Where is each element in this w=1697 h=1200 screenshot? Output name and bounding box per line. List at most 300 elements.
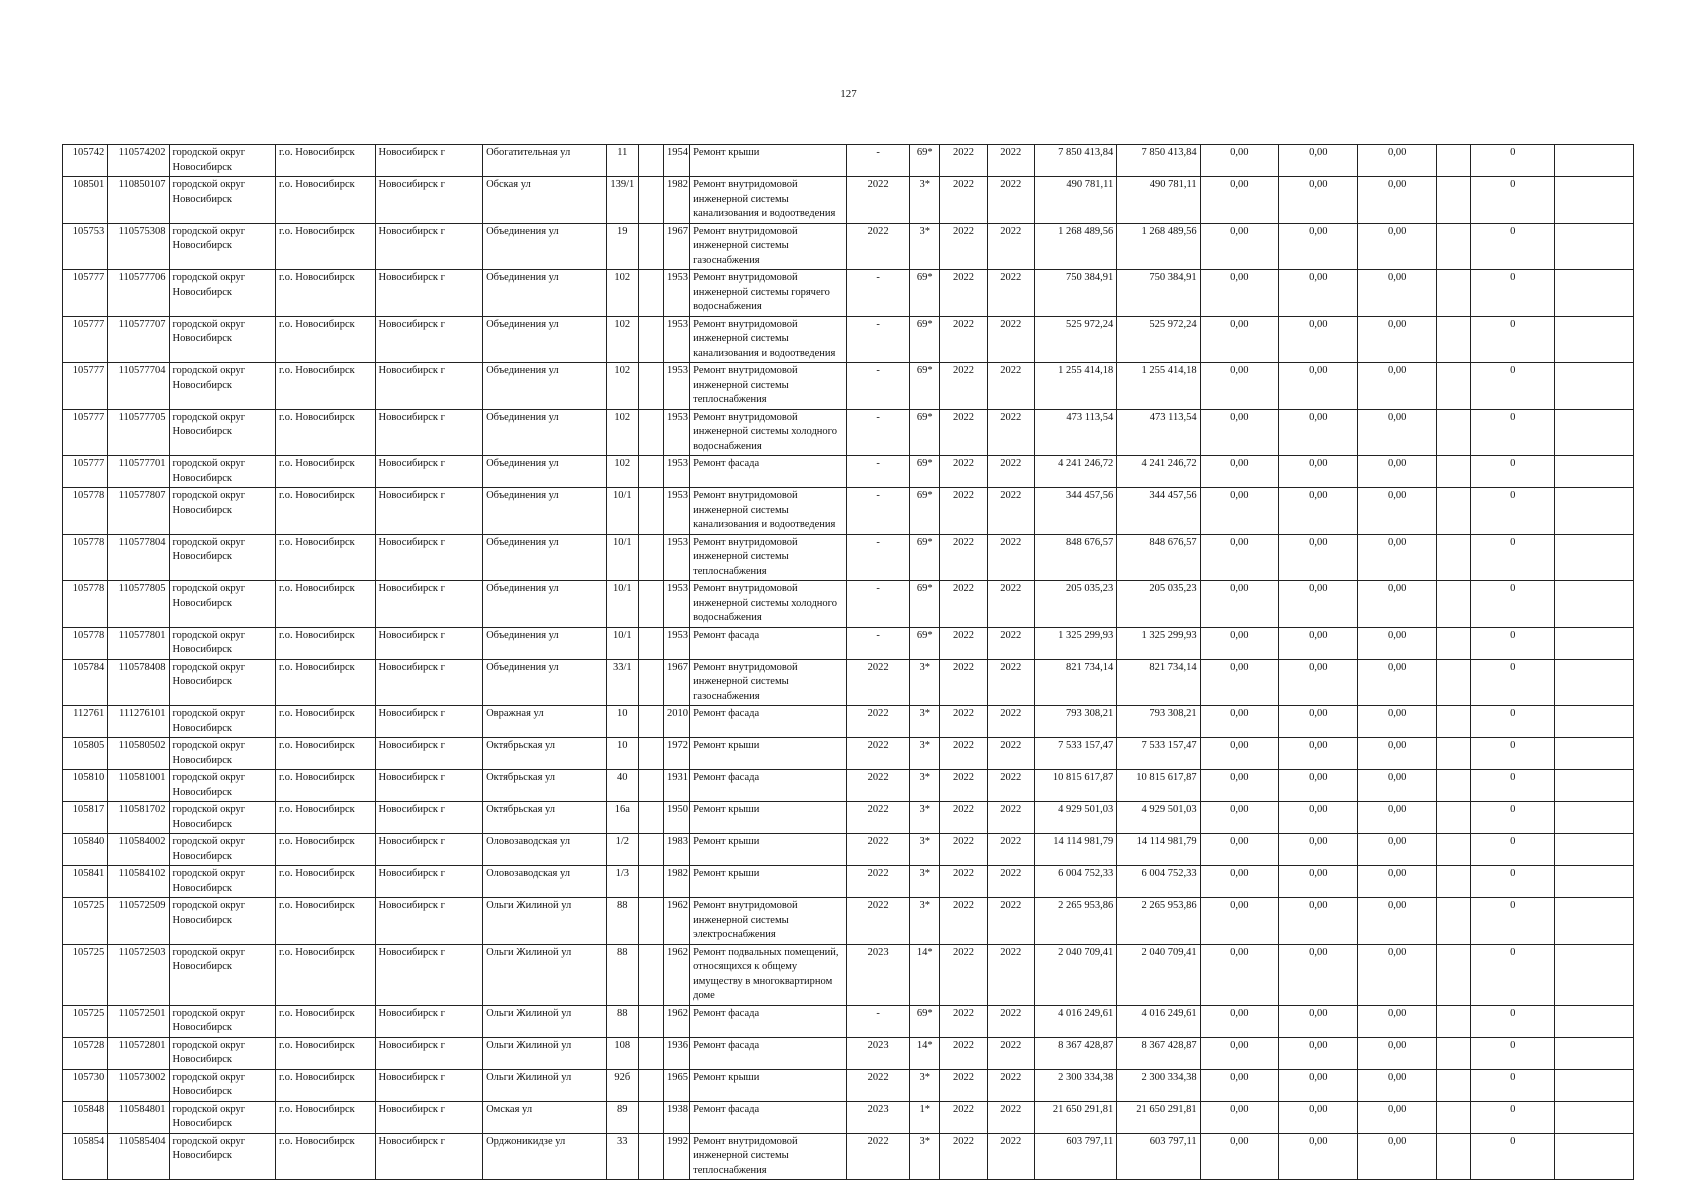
- cell-regional-funds: 0,00: [1279, 1037, 1358, 1069]
- cell-federal-funds: 0,00: [1200, 488, 1278, 535]
- cell-house-number: 88: [606, 1005, 638, 1037]
- cell-local-funds: 0,00: [1358, 944, 1436, 1005]
- cell-planned-year: -: [846, 145, 909, 177]
- cell-build-year: 1950: [664, 802, 690, 834]
- cell-owners-count: 0: [1471, 1101, 1555, 1133]
- cell-note: [1555, 944, 1634, 1005]
- cell-build-year: 1983: [664, 834, 690, 866]
- cell-municipality: городской округ Новосибирск: [169, 944, 276, 1005]
- cell-house-number: 40: [606, 770, 638, 802]
- cell-work-type: Ремонт внутридомовой инженерной системы канализования и водоотведения: [690, 316, 847, 363]
- cell-work-type: Ремонт крыши: [690, 834, 847, 866]
- cell-criterion: 69*: [910, 534, 940, 581]
- cell-work-type: Ремонт внутридомовой инженерной системы газоснабжения: [690, 659, 847, 706]
- cell-settlement: Новосибирск г: [375, 363, 483, 410]
- cell-owner-funds: [1436, 898, 1470, 945]
- cell-planned-year: -: [846, 534, 909, 581]
- cell-house-number: 108: [606, 1037, 638, 1069]
- table-row: [63, 627, 1634, 659]
- cell-owner-funds: [1436, 534, 1470, 581]
- cell-note: [1555, 834, 1634, 866]
- cell-build-year: 1954: [664, 145, 690, 177]
- cell-district: г.о. Новосибирск: [276, 802, 376, 834]
- cell-criterion: 69*: [910, 145, 940, 177]
- cell-criterion: 14*: [910, 1037, 940, 1069]
- cell-street: Октябрьская ул: [483, 770, 607, 802]
- cell-local-funds: 0,00: [1358, 1101, 1436, 1133]
- cell-local-funds: 0,00: [1358, 1133, 1436, 1180]
- cell-federal-funds: 0,00: [1200, 1037, 1278, 1069]
- cell-owners-count: 0: [1471, 627, 1555, 659]
- cell-owner-funds: [1436, 1101, 1470, 1133]
- cell-end-year: 2022: [987, 738, 1034, 770]
- cell-federal-funds: 0,00: [1200, 866, 1278, 898]
- cell-build-year: 1962: [664, 898, 690, 945]
- cell-build-year: 1953: [664, 456, 690, 488]
- table-row: [63, 706, 1634, 738]
- table-row: [63, 770, 1634, 802]
- cell-total-cost: 7 533 157,47: [1034, 738, 1116, 770]
- cell-house-number: 10/1: [606, 488, 638, 535]
- cell-object-code: 110577707: [108, 316, 169, 363]
- cell-total-cost: 490 781,11: [1034, 177, 1116, 224]
- cell-house-number: 19: [606, 223, 638, 270]
- cell-municipality: городской округ Новосибирск: [169, 456, 276, 488]
- cell-build-year: 1962: [664, 1005, 690, 1037]
- cell-building: [638, 534, 663, 581]
- cell-work-type: Ремонт фасада: [690, 456, 847, 488]
- cell-regional-funds: 0,00: [1279, 1069, 1358, 1101]
- cell-start-year: 2022: [940, 581, 987, 628]
- cell-note: [1555, 1005, 1634, 1037]
- cell-local-funds: 0,00: [1358, 866, 1436, 898]
- cell-object-code: 110577706: [108, 270, 169, 317]
- cell-district: г.о. Новосибирск: [276, 456, 376, 488]
- cell-local-funds: 0,00: [1358, 223, 1436, 270]
- cell-end-year: 2022: [987, 534, 1034, 581]
- cell-building: [638, 834, 663, 866]
- cell-house-id: 105854: [63, 1133, 108, 1180]
- cell-federal-funds: 0,00: [1200, 898, 1278, 945]
- cell-object-code: 110584102: [108, 866, 169, 898]
- cell-planned-year: -: [846, 409, 909, 456]
- cell-note: [1555, 738, 1634, 770]
- cell-street: Ольги Жилиной ул: [483, 898, 607, 945]
- cell-building: [638, 866, 663, 898]
- cell-municipality: городской округ Новосибирск: [169, 581, 276, 628]
- cell-work-type: Ремонт крыши: [690, 802, 847, 834]
- cell-planned-year: -: [846, 456, 909, 488]
- cell-end-year: 2022: [987, 223, 1034, 270]
- cell-district: г.о. Новосибирск: [276, 581, 376, 628]
- cell-settlement: Новосибирск г: [375, 770, 483, 802]
- cell-district: г.о. Новосибирск: [276, 706, 376, 738]
- cell-building: [638, 456, 663, 488]
- cell-start-year: 2022: [940, 1069, 987, 1101]
- cell-owners-count: 0: [1471, 145, 1555, 177]
- cell-owner-funds: [1436, 944, 1470, 1005]
- cell-settlement: Новосибирск г: [375, 834, 483, 866]
- cell-settlement: Новосибирск г: [375, 488, 483, 535]
- cell-end-year: 2022: [987, 456, 1034, 488]
- cell-planned-year: 2022: [846, 659, 909, 706]
- cell-fund-cost: 4 241 246,72: [1117, 456, 1200, 488]
- cell-municipality: городской округ Новосибирск: [169, 802, 276, 834]
- cell-local-funds: 0,00: [1358, 488, 1436, 535]
- cell-owner-funds: [1436, 1069, 1470, 1101]
- cell-work-type: Ремонт фасада: [690, 1101, 847, 1133]
- cell-regional-funds: 0,00: [1279, 770, 1358, 802]
- cell-house-id: 105725: [63, 944, 108, 1005]
- cell-regional-funds: 0,00: [1279, 409, 1358, 456]
- cell-owners-count: 0: [1471, 866, 1555, 898]
- cell-owner-funds: [1436, 456, 1470, 488]
- cell-building: [638, 802, 663, 834]
- cell-note: [1555, 659, 1634, 706]
- cell-work-type: Ремонт крыши: [690, 738, 847, 770]
- cell-settlement: Новосибирск г: [375, 1133, 483, 1180]
- cell-building: [638, 706, 663, 738]
- cell-building: [638, 1069, 663, 1101]
- cell-total-cost: 6 004 752,33: [1034, 866, 1116, 898]
- cell-end-year: 2022: [987, 834, 1034, 866]
- cell-municipality: городской округ Новосибирск: [169, 223, 276, 270]
- cell-building: [638, 1005, 663, 1037]
- cell-street: Октябрьская ул: [483, 738, 607, 770]
- cell-owner-funds: [1436, 409, 1470, 456]
- cell-fund-cost: 344 457,56: [1117, 488, 1200, 535]
- cell-fund-cost: 473 113,54: [1117, 409, 1200, 456]
- cell-end-year: 2022: [987, 488, 1034, 535]
- cell-start-year: 2022: [940, 834, 987, 866]
- cell-regional-funds: 0,00: [1279, 145, 1358, 177]
- cell-district: г.о. Новосибирск: [276, 409, 376, 456]
- cell-house-number: 10: [606, 738, 638, 770]
- cell-district: г.о. Новосибирск: [276, 270, 376, 317]
- cell-criterion: 3*: [910, 898, 940, 945]
- cell-note: [1555, 177, 1634, 224]
- cell-building: [638, 770, 663, 802]
- cell-start-year: 2022: [940, 409, 987, 456]
- table-row: [63, 834, 1634, 866]
- cell-owner-funds: [1436, 866, 1470, 898]
- cell-owners-count: 0: [1471, 944, 1555, 1005]
- cell-fund-cost: 205 035,23: [1117, 581, 1200, 628]
- cell-note: [1555, 627, 1634, 659]
- cell-federal-funds: 0,00: [1200, 770, 1278, 802]
- cell-settlement: Новосибирск г: [375, 456, 483, 488]
- cell-district: г.о. Новосибирск: [276, 223, 376, 270]
- cell-total-cost: 1 255 414,18: [1034, 363, 1116, 410]
- cell-owners-count: 0: [1471, 363, 1555, 410]
- cell-note: [1555, 488, 1634, 535]
- cell-owner-funds: [1436, 706, 1470, 738]
- cell-street: Объединения ул: [483, 316, 607, 363]
- cell-house-number: 102: [606, 363, 638, 410]
- cell-local-funds: 0,00: [1358, 706, 1436, 738]
- cell-district: г.о. Новосибирск: [276, 1069, 376, 1101]
- table-row: [63, 898, 1634, 945]
- cell-settlement: Новосибирск г: [375, 944, 483, 1005]
- cell-owner-funds: [1436, 581, 1470, 628]
- cell-municipality: городской округ Новосибирск: [169, 1133, 276, 1180]
- cell-end-year: 2022: [987, 177, 1034, 224]
- cell-federal-funds: 0,00: [1200, 581, 1278, 628]
- cell-planned-year: 2022: [846, 1133, 909, 1180]
- cell-owners-count: 0: [1471, 706, 1555, 738]
- cell-municipality: городской округ Новосибирск: [169, 1101, 276, 1133]
- cell-end-year: 2022: [987, 363, 1034, 410]
- cell-district: г.о. Новосибирск: [276, 488, 376, 535]
- cell-building: [638, 488, 663, 535]
- cell-street: Обская ул: [483, 177, 607, 224]
- cell-federal-funds: 0,00: [1200, 177, 1278, 224]
- cell-work-type: Ремонт фасада: [690, 1037, 847, 1069]
- cell-note: [1555, 802, 1634, 834]
- cell-end-year: 2022: [987, 866, 1034, 898]
- cell-work-type: Ремонт фасада: [690, 706, 847, 738]
- cell-building: [638, 177, 663, 224]
- cell-end-year: 2022: [987, 1005, 1034, 1037]
- cell-district: г.о. Новосибирск: [276, 627, 376, 659]
- cell-fund-cost: 2 265 953,86: [1117, 898, 1200, 945]
- cell-settlement: Новосибирск г: [375, 738, 483, 770]
- cell-object-code: 110578408: [108, 659, 169, 706]
- cell-note: [1555, 581, 1634, 628]
- cell-local-funds: 0,00: [1358, 316, 1436, 363]
- table-row: [63, 177, 1634, 224]
- cell-regional-funds: 0,00: [1279, 581, 1358, 628]
- cell-total-cost: 2 265 953,86: [1034, 898, 1116, 945]
- cell-federal-funds: 0,00: [1200, 409, 1278, 456]
- cell-local-funds: 0,00: [1358, 581, 1436, 628]
- cell-planned-year: -: [846, 1005, 909, 1037]
- cell-owners-count: 0: [1471, 1133, 1555, 1180]
- cell-building: [638, 738, 663, 770]
- cell-owner-funds: [1436, 738, 1470, 770]
- cell-local-funds: 0,00: [1358, 1069, 1436, 1101]
- cell-owner-funds: [1436, 488, 1470, 535]
- cell-fund-cost: 8 367 428,87: [1117, 1037, 1200, 1069]
- cell-build-year: 1992: [664, 1133, 690, 1180]
- cell-house-id: 105784: [63, 659, 108, 706]
- cell-house-id: 108501: [63, 177, 108, 224]
- cell-note: [1555, 866, 1634, 898]
- cell-regional-funds: 0,00: [1279, 802, 1358, 834]
- cell-object-code: 110577807: [108, 488, 169, 535]
- cell-total-cost: 344 457,56: [1034, 488, 1116, 535]
- cell-street: Орджоникидзе ул: [483, 1133, 607, 1180]
- cell-planned-year: 2022: [846, 770, 909, 802]
- cell-federal-funds: 0,00: [1200, 944, 1278, 1005]
- cell-start-year: 2022: [940, 1133, 987, 1180]
- cell-object-code: 110577804: [108, 534, 169, 581]
- table-row: [63, 145, 1634, 177]
- cell-house-id: 105817: [63, 802, 108, 834]
- cell-federal-funds: 0,00: [1200, 1069, 1278, 1101]
- cell-municipality: городской округ Новосибирск: [169, 866, 276, 898]
- cell-total-cost: 525 972,24: [1034, 316, 1116, 363]
- cell-house-id: 105778: [63, 627, 108, 659]
- cell-street: Октябрьская ул: [483, 802, 607, 834]
- cell-district: г.о. Новосибирск: [276, 177, 376, 224]
- cell-total-cost: 1 325 299,93: [1034, 627, 1116, 659]
- cell-regional-funds: 0,00: [1279, 177, 1358, 224]
- cell-federal-funds: 0,00: [1200, 534, 1278, 581]
- cell-owner-funds: [1436, 659, 1470, 706]
- cell-work-type: Ремонт внутридомовой инженерной системы теплоснабжения: [690, 534, 847, 581]
- cell-planned-year: -: [846, 581, 909, 628]
- cell-fund-cost: 7 850 413,84: [1117, 145, 1200, 177]
- cell-street: Объединения ул: [483, 488, 607, 535]
- cell-settlement: Новосибирск г: [375, 706, 483, 738]
- cell-settlement: Новосибирск г: [375, 270, 483, 317]
- cell-regional-funds: 0,00: [1279, 488, 1358, 535]
- cell-house-number: 10/1: [606, 627, 638, 659]
- table-row: [63, 409, 1634, 456]
- cell-local-funds: 0,00: [1358, 145, 1436, 177]
- cell-start-year: 2022: [940, 627, 987, 659]
- cell-planned-year: 2022: [846, 834, 909, 866]
- cell-owners-count: 0: [1471, 270, 1555, 317]
- cell-district: г.о. Новосибирск: [276, 834, 376, 866]
- cell-street: Оловозаводская ул: [483, 866, 607, 898]
- cell-municipality: городской округ Новосибирск: [169, 706, 276, 738]
- cell-fund-cost: 821 734,14: [1117, 659, 1200, 706]
- cell-house-id: 105805: [63, 738, 108, 770]
- cell-settlement: Новосибирск г: [375, 866, 483, 898]
- cell-object-code: 110575308: [108, 223, 169, 270]
- cell-start-year: 2022: [940, 456, 987, 488]
- cell-owners-count: 0: [1471, 659, 1555, 706]
- cell-street: Объединения ул: [483, 456, 607, 488]
- cell-total-cost: 2 040 709,41: [1034, 944, 1116, 1005]
- cell-federal-funds: 0,00: [1200, 145, 1278, 177]
- table-row: [63, 581, 1634, 628]
- cell-federal-funds: 0,00: [1200, 270, 1278, 317]
- cell-federal-funds: 0,00: [1200, 1133, 1278, 1180]
- cell-note: [1555, 1133, 1634, 1180]
- cell-regional-funds: 0,00: [1279, 270, 1358, 317]
- cell-build-year: 1965: [664, 1069, 690, 1101]
- table-row: [63, 270, 1634, 317]
- cell-total-cost: 1 268 489,56: [1034, 223, 1116, 270]
- cell-note: [1555, 770, 1634, 802]
- cell-planned-year: 2023: [846, 1037, 909, 1069]
- cell-start-year: 2022: [940, 534, 987, 581]
- cell-settlement: Новосибирск г: [375, 1101, 483, 1133]
- table-row: [63, 944, 1634, 1005]
- cell-fund-cost: 2 300 334,38: [1117, 1069, 1200, 1101]
- cell-owners-count: 0: [1471, 738, 1555, 770]
- cell-work-type: Ремонт внутридомовой инженерной системы теплоснабжения: [690, 363, 847, 410]
- cell-fund-cost: 793 308,21: [1117, 706, 1200, 738]
- cell-building: [638, 659, 663, 706]
- cell-criterion: 3*: [910, 1133, 940, 1180]
- cell-end-year: 2022: [987, 770, 1034, 802]
- cell-municipality: городской округ Новосибирск: [169, 177, 276, 224]
- cell-local-funds: 0,00: [1358, 1037, 1436, 1069]
- cell-house-number: 102: [606, 456, 638, 488]
- cell-total-cost: 21 650 291,81: [1034, 1101, 1116, 1133]
- cell-building: [638, 1037, 663, 1069]
- cell-regional-funds: 0,00: [1279, 866, 1358, 898]
- cell-object-code: 110572509: [108, 898, 169, 945]
- cell-house-id: 105753: [63, 223, 108, 270]
- cell-note: [1555, 270, 1634, 317]
- cell-total-cost: 821 734,14: [1034, 659, 1116, 706]
- cell-street: Обогатительная ул: [483, 145, 607, 177]
- cell-local-funds: 0,00: [1358, 898, 1436, 945]
- table-row: [63, 1069, 1634, 1101]
- cell-house-number: 16а: [606, 802, 638, 834]
- cell-object-code: 110577801: [108, 627, 169, 659]
- cell-fund-cost: 525 972,24: [1117, 316, 1200, 363]
- cell-build-year: 1972: [664, 738, 690, 770]
- cell-planned-year: 2022: [846, 706, 909, 738]
- cell-settlement: Новосибирск г: [375, 659, 483, 706]
- cell-regional-funds: 0,00: [1279, 659, 1358, 706]
- cell-regional-funds: 0,00: [1279, 898, 1358, 945]
- cell-municipality: городской округ Новосибирск: [169, 770, 276, 802]
- cell-criterion: 69*: [910, 363, 940, 410]
- cell-municipality: городской округ Новосибирск: [169, 270, 276, 317]
- cell-end-year: 2022: [987, 706, 1034, 738]
- table-row: [63, 363, 1634, 410]
- cell-owner-funds: [1436, 802, 1470, 834]
- cell-local-funds: 0,00: [1358, 802, 1436, 834]
- cell-planned-year: 2022: [846, 177, 909, 224]
- cell-work-type: Ремонт внутридомовой инженерной системы теплоснабжения: [690, 1133, 847, 1180]
- cell-house-number: 1/3: [606, 866, 638, 898]
- cell-district: г.о. Новосибирск: [276, 659, 376, 706]
- cell-end-year: 2022: [987, 270, 1034, 317]
- cell-owners-count: 0: [1471, 802, 1555, 834]
- cell-regional-funds: 0,00: [1279, 316, 1358, 363]
- cell-planned-year: -: [846, 627, 909, 659]
- cell-district: г.о. Новосибирск: [276, 1133, 376, 1180]
- cell-house-number: 102: [606, 409, 638, 456]
- cell-street: Объединения ул: [483, 627, 607, 659]
- cell-fund-cost: 2 040 709,41: [1117, 944, 1200, 1005]
- cell-house-number: 88: [606, 898, 638, 945]
- cell-work-type: Ремонт внутридомовой инженерной системы канализования и водоотведения: [690, 488, 847, 535]
- cell-local-funds: 0,00: [1358, 270, 1436, 317]
- cell-planned-year: 2022: [846, 898, 909, 945]
- cell-house-number: 10/1: [606, 581, 638, 628]
- cell-house-id: 105840: [63, 834, 108, 866]
- cell-planned-year: 2022: [846, 1069, 909, 1101]
- cell-criterion: 69*: [910, 1005, 940, 1037]
- cell-end-year: 2022: [987, 409, 1034, 456]
- cell-object-code: 110577705: [108, 409, 169, 456]
- cell-house-id: 105725: [63, 898, 108, 945]
- cell-municipality: городской округ Новосибирск: [169, 738, 276, 770]
- cell-local-funds: 0,00: [1358, 409, 1436, 456]
- cell-district: г.о. Новосибирск: [276, 944, 376, 1005]
- cell-owner-funds: [1436, 1037, 1470, 1069]
- cell-owner-funds: [1436, 834, 1470, 866]
- page-number: 127: [840, 88, 857, 100]
- cell-fund-cost: 1 325 299,93: [1117, 627, 1200, 659]
- cell-settlement: Новосибирск г: [375, 316, 483, 363]
- cell-object-code: 110581001: [108, 770, 169, 802]
- cell-settlement: Новосибирск г: [375, 898, 483, 945]
- cell-municipality: городской округ Новосибирск: [169, 659, 276, 706]
- cell-owners-count: 0: [1471, 534, 1555, 581]
- cell-fund-cost: 603 797,11: [1117, 1133, 1200, 1180]
- table-row: [63, 316, 1634, 363]
